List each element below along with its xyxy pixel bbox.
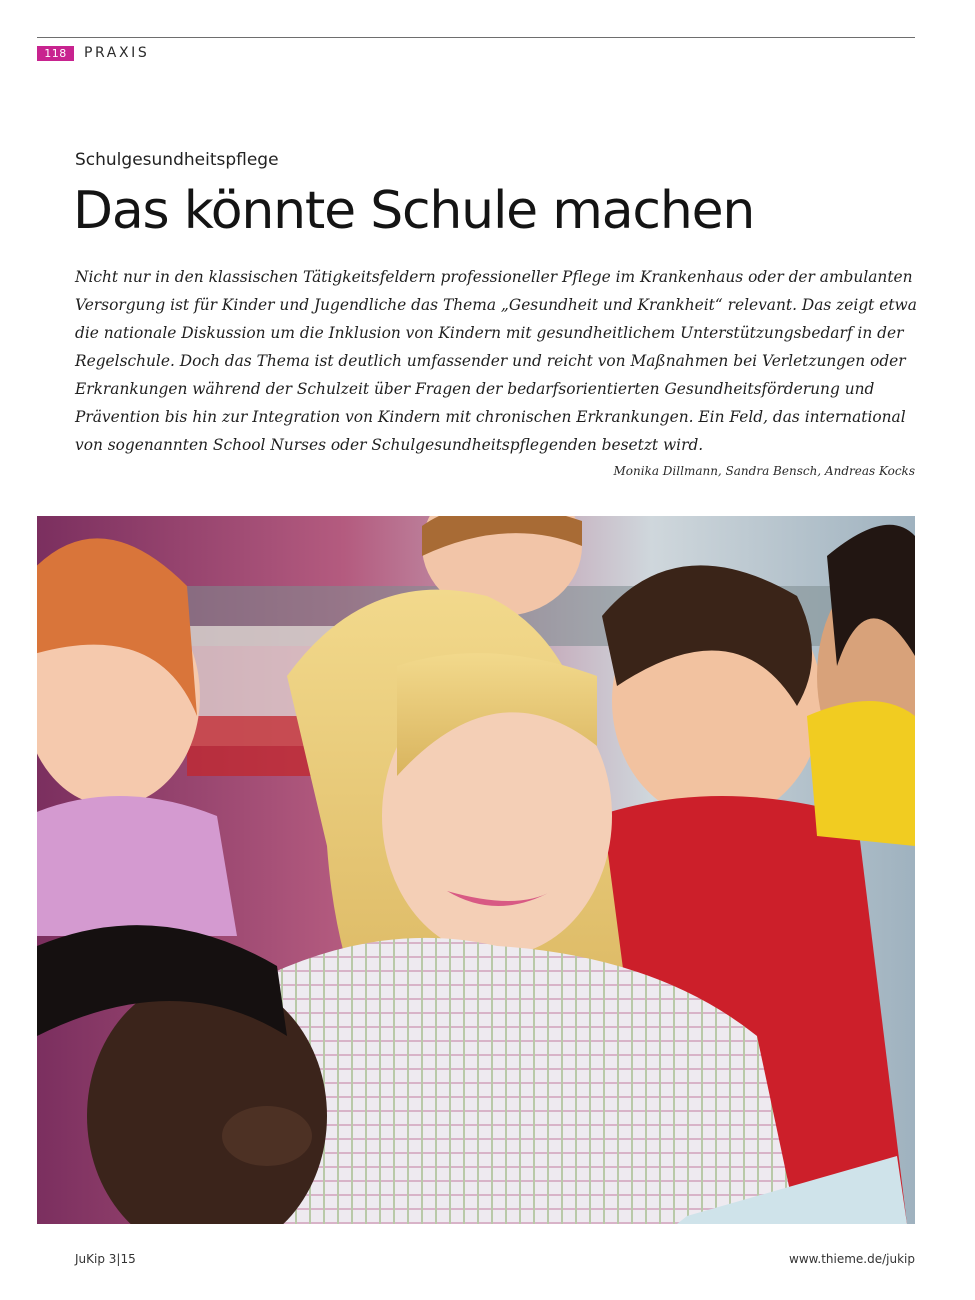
footer-url[interactable]: www.thieme.de/jukip <box>789 1252 915 1266</box>
page-number-badge: 118 <box>37 46 74 61</box>
hero-photo-illustration <box>37 516 915 1224</box>
hero-photo <box>37 516 915 1224</box>
top-rule <box>37 37 915 38</box>
girl-front-cheek <box>222 1106 312 1166</box>
section-label: PRAXIS <box>84 45 150 61</box>
footer-journal: JuKip 3|15 <box>75 1252 136 1266</box>
article-authors: Monika Dillmann, Sandra Bensch, Andreas Kocks <box>613 464 915 478</box>
article-title: Das könnte Schule machen <box>73 181 755 241</box>
redhead-girl-shirt <box>37 796 237 936</box>
article-kicker: Schulgesundheitspflege <box>75 150 279 170</box>
article-lead: Nicht nur in den klassischen Tätigkeitsfeldern professioneller Pflege im Krankenhaus oder der ambulanten Versorgung ist für Kinder und Jugendliche das Thema „Gesundheit und Krankheit“ relevant. Das zeigt etwa die nationale Diskussion um die Inklusion von Kindern mit gesundheitlichem Unterstützungsbedarf in der Regelschule. Doch das Thema ist deutlich umfassender und reicht von Maßnahmen bei Verletzungen oder Erkrankungen während der Schulzeit über Fragen der bedarfsorientierten Gesundheitsförderung und Prävention bis hin zur Integration von Kindern mit chronischen Erkrankungen. Ein Feld, das international von sogenannten School Nurses oder Schulgesundheitspflegenden besetzt wird. <box>75 268 917 454</box>
boy-right-shirt <box>807 701 915 846</box>
